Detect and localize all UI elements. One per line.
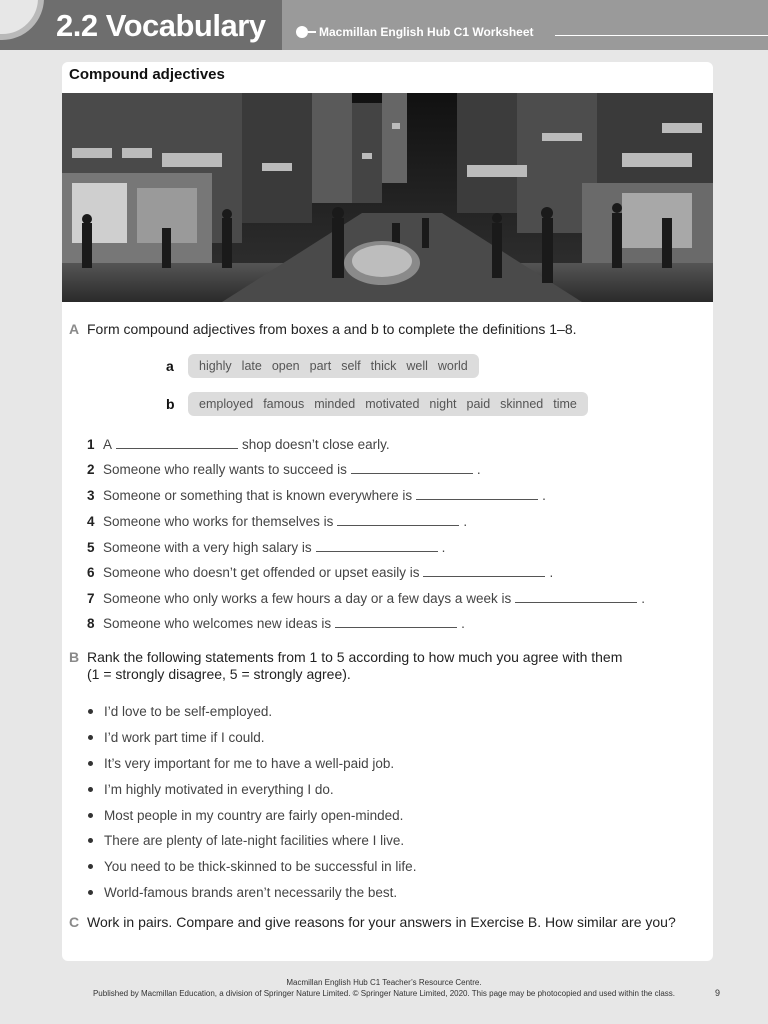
answer-blank[interactable] (515, 590, 637, 603)
list-item (87, 539, 445, 555)
item-number: 8 (87, 616, 95, 631)
item-text-after: . (476, 462, 481, 477)
word-chip: well (406, 359, 428, 373)
item-text-after: shop doesn’t close early. (242, 437, 390, 452)
word-chip: paid (466, 397, 491, 411)
statement-text: You need to be thick-skinned to be successful in life. (104, 859, 417, 875)
box-a-pill (188, 354, 479, 378)
bullet-dot-icon (88, 838, 93, 843)
item-text-after: . (549, 565, 554, 580)
item-number: 4 (87, 514, 95, 529)
exercise-c-letter: C (69, 914, 80, 930)
statement-text: Most people in my country are fairly open-minded. (104, 807, 404, 823)
box-b-pill (188, 392, 588, 416)
answer-blank[interactable] (423, 564, 545, 577)
item-number: 7 (87, 591, 95, 606)
answer-blank[interactable] (416, 487, 538, 500)
bullet-dot-icon (88, 709, 93, 714)
word-chip: time (553, 397, 577, 411)
bullet-dot-icon (88, 735, 93, 740)
word-chip: skinned (500, 397, 544, 411)
box-b-label: b (166, 396, 175, 412)
item-text-before: Someone who only works a few hours a day or a few days a week is (103, 591, 512, 606)
exercise-a-instruction: Form compound adjectives from boxes a and b to complete the definitions 1–8. (87, 321, 577, 337)
list-item (88, 854, 416, 880)
list-item (87, 564, 553, 580)
item-text-after: . (542, 488, 546, 503)
page-title: 2.2 Vocabulary (56, 8, 266, 43)
exercise-c-instruction: Work in pairs. Compare and give reasons for your answers in Exercise B. How similar are you? (87, 914, 676, 930)
header-subtitle-text: Macmillan English Hub C1 Worksheet (319, 25, 534, 39)
exercise-b-instruction-line1: Rank the following statements from 1 to 5 according to how much you agree with them (87, 649, 623, 665)
answer-blank[interactable] (316, 539, 438, 552)
item-number: 2 (87, 462, 95, 477)
item-text-before: Someone who welcomes new ideas is (103, 616, 332, 631)
item-text-before: Someone who doesn’t get offended or upset easily is (103, 565, 420, 580)
exercise-b-instruction-line2: (1 = strongly disagree, 5 = strongly agree). (87, 666, 351, 682)
answer-blank[interactable] (116, 436, 238, 449)
statement-text: I’d work part time if I could. (104, 730, 265, 746)
list-item (88, 699, 416, 725)
list-item (88, 802, 416, 828)
statement-list (88, 699, 416, 905)
item-text-before: A (103, 437, 113, 452)
answer-blank[interactable] (335, 615, 457, 628)
item-number: 6 (87, 565, 95, 580)
word-chip: thick (370, 359, 397, 373)
list-item (88, 828, 416, 854)
statement-text: It’s very important for me to have a well-paid job. (104, 755, 395, 771)
statement-text: World-famous brands aren’t necessarily the best. (104, 884, 398, 900)
bullet-dot-icon (88, 890, 93, 895)
answer-blank[interactable] (337, 513, 459, 526)
word-chip: late (241, 359, 262, 373)
footer-line1: Macmillan English Hub C1 Teacher’s Resource Centre. (286, 978, 482, 987)
section-title: Compound adjectives (69, 66, 225, 83)
exercise-a-letter: A (69, 321, 80, 337)
list-item (87, 461, 481, 477)
header-subtitle (296, 25, 534, 39)
word-chip: night (429, 397, 457, 411)
list-item (87, 436, 390, 452)
word-chip: motivated (365, 397, 420, 411)
word-chip: employed (199, 397, 254, 411)
word-chip: minded (314, 397, 356, 411)
item-text-before: Someone who works for themselves is (103, 514, 334, 529)
item-text-after: . (441, 540, 446, 555)
statement-text: There are plenty of late-night facilities where I live. (104, 833, 405, 849)
word-chip: world (437, 359, 468, 373)
word-chip: famous (263, 397, 305, 411)
statement-text: I’m highly motivated in everything I do. (104, 781, 334, 797)
answer-blank[interactable] (351, 461, 473, 474)
list-item (87, 615, 465, 631)
box-a-label: a (166, 358, 174, 374)
item-number: 3 (87, 488, 95, 503)
header-rule (555, 35, 768, 36)
page-number: 9 (714, 988, 720, 998)
item-text-before: Someone or something that is known everywhere is (103, 488, 413, 503)
word-chip: self (341, 359, 361, 373)
item-number: 1 (87, 437, 95, 452)
bullet-dot-icon (88, 813, 93, 818)
list-item (87, 487, 546, 503)
list-item (88, 880, 416, 906)
item-text-before: Someone who really wants to succeed is (103, 462, 347, 477)
bullet-dot-icon (88, 761, 93, 766)
bullet-dot-icon (296, 26, 308, 38)
statement-text: I’d love to be self-employed. (104, 704, 273, 720)
item-text-after: . (463, 514, 468, 529)
item-text-after: . (641, 591, 645, 606)
word-chip: part (309, 359, 332, 373)
item-text-before: Someone with a very high salary is (103, 540, 312, 555)
bullet-dot-icon (88, 864, 93, 869)
exercise-b-letter: B (69, 649, 80, 665)
bullet-dot-icon (88, 787, 93, 792)
item-text-after: . (461, 616, 465, 631)
list-item (88, 751, 416, 777)
word-box-b (166, 392, 588, 416)
header-connector-line (308, 31, 316, 33)
list-item (88, 725, 416, 751)
list-item (88, 776, 416, 802)
word-chip: open (271, 359, 300, 373)
item-number: 5 (87, 540, 95, 555)
word-box-a (166, 354, 479, 378)
footer-line2: Published by Macmillan Education, a division of Springer Nature Limited. © Springer Nature Limited, 2020. This page may be photocopied and used within the class. (92, 989, 676, 998)
list-item (87, 513, 467, 529)
worksheet-card (62, 62, 713, 961)
night-street-market-photo (62, 93, 713, 302)
word-chip: highly (199, 359, 232, 373)
list-item (87, 590, 645, 606)
